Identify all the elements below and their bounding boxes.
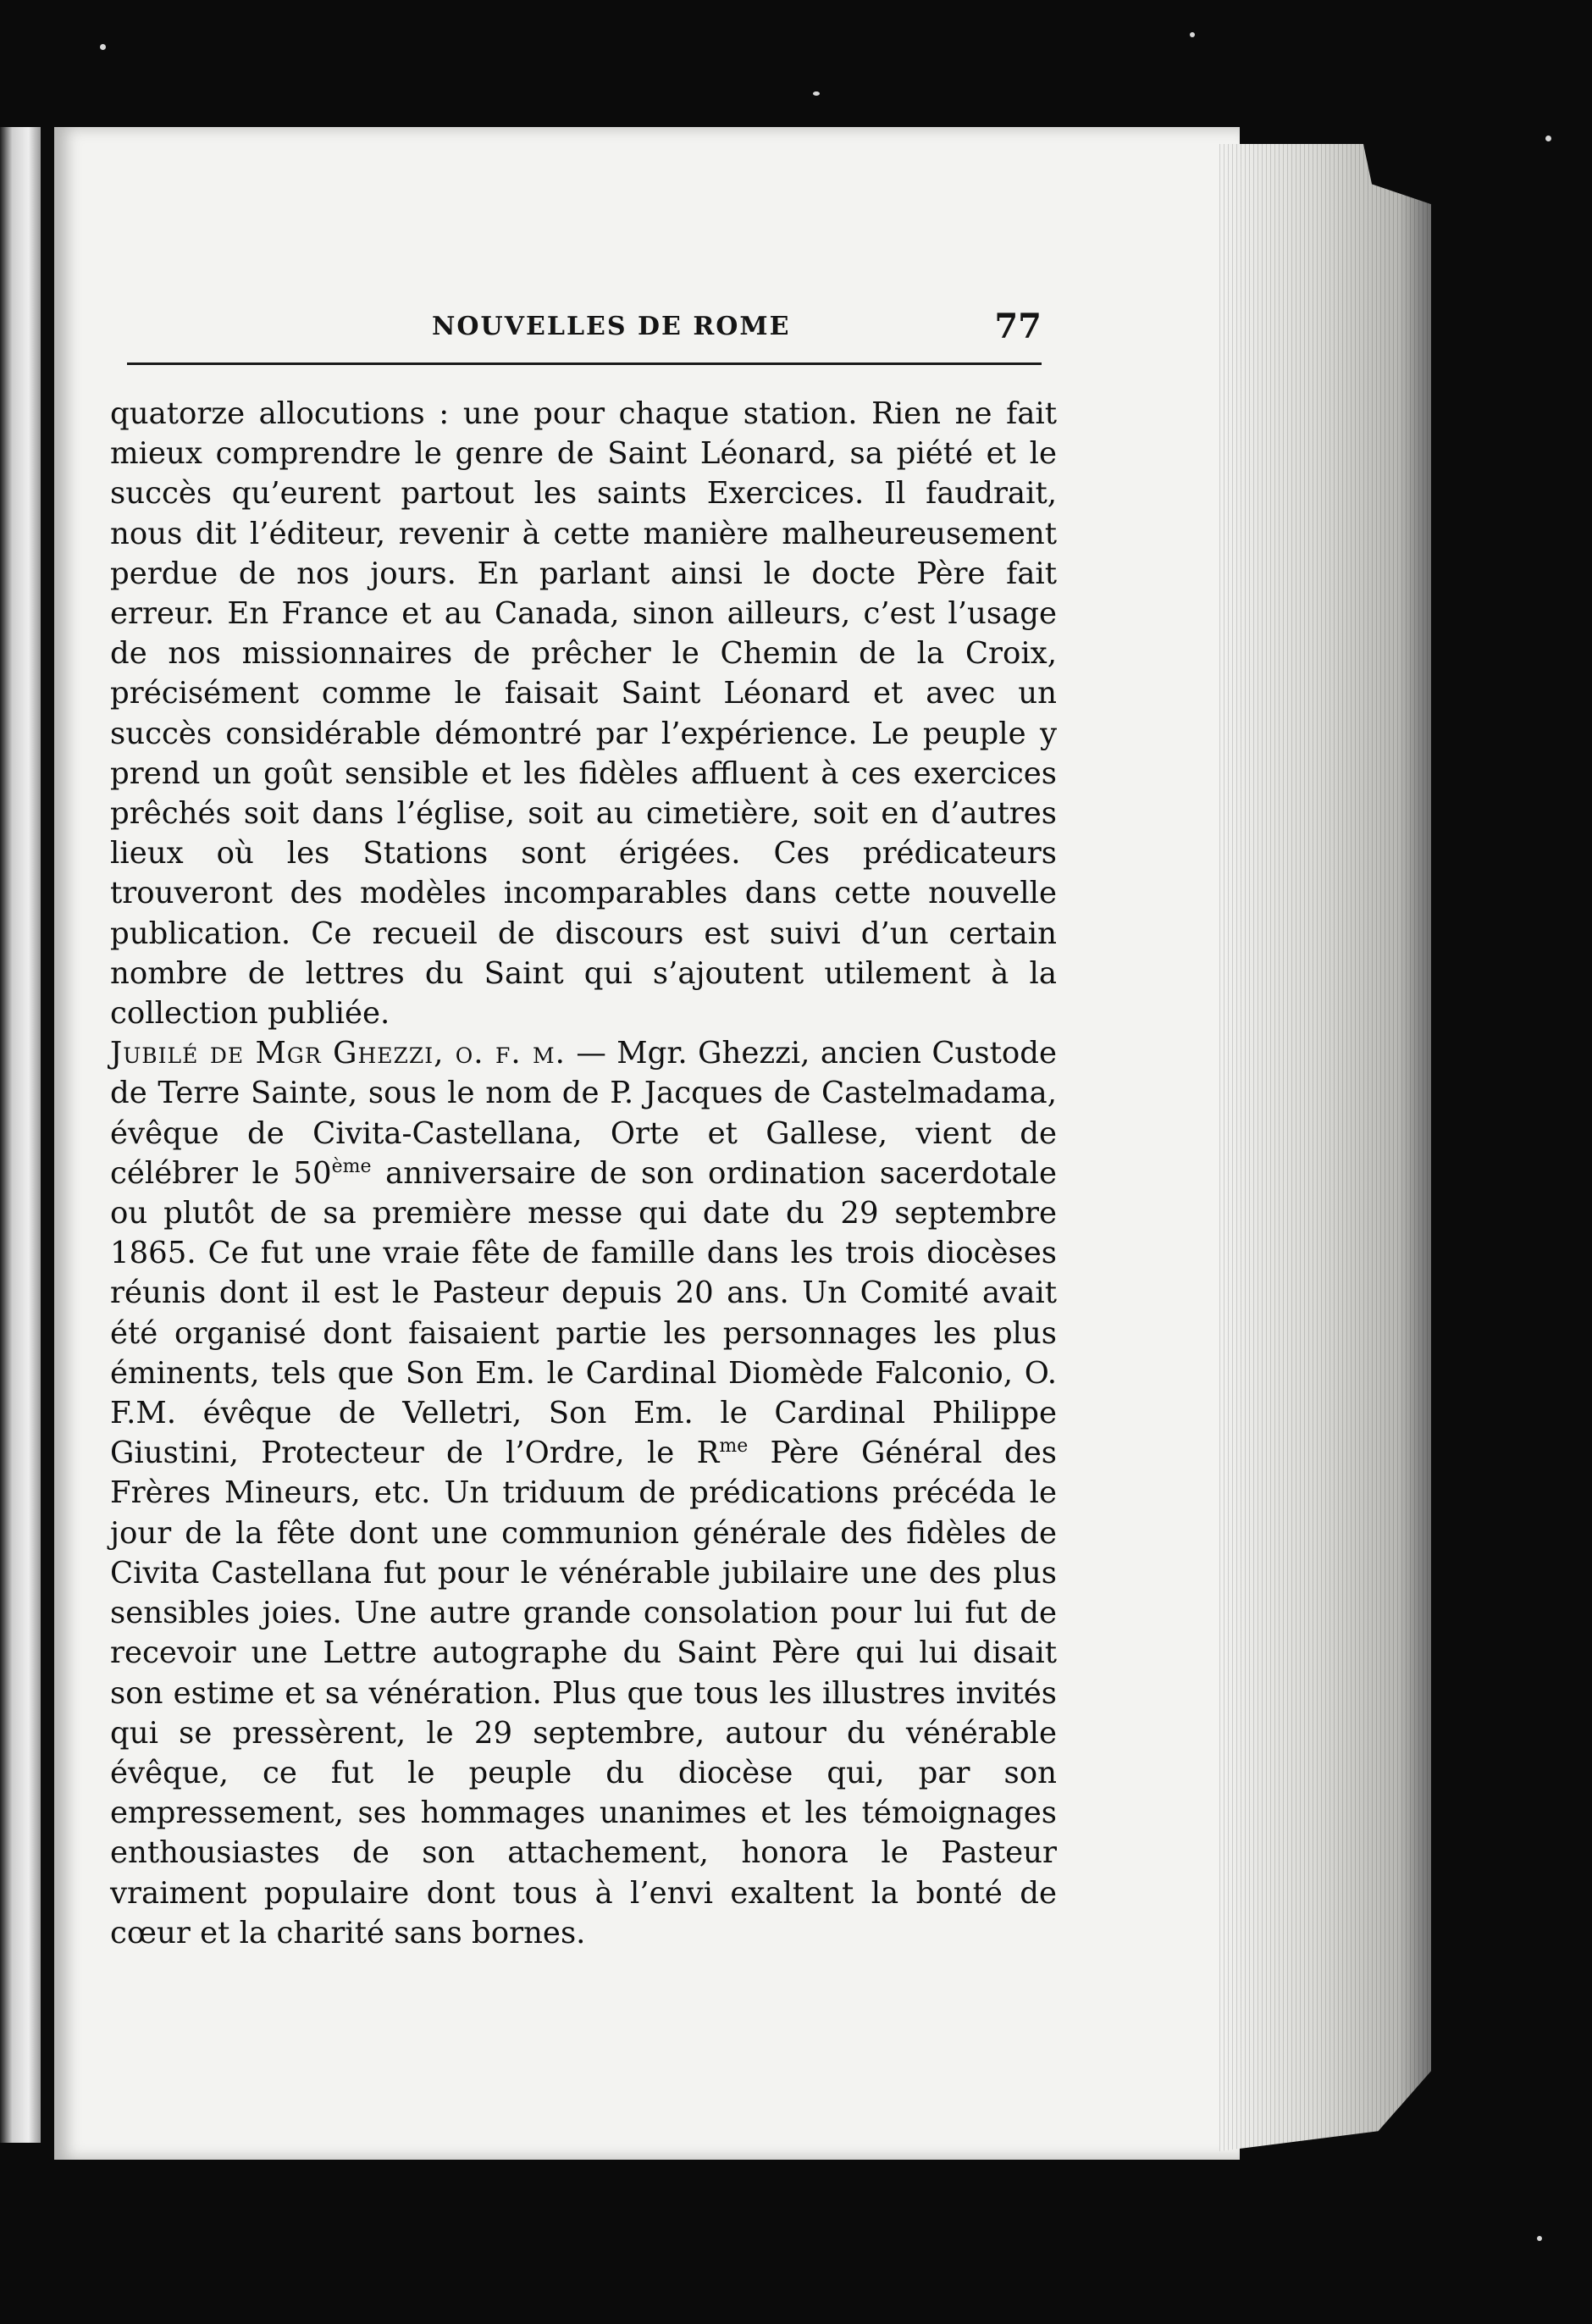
paragraph: quatorze allocutions : une pour chaque station. Rien ne fait mieux comprendre le genre de Saint Léonard, sa piété et le succès qu’eurent partout les saints Exercices. Il faudrait, nous dit l’éditeur, revenir à cette manière malheureusement perdue de nos jours. En parlant ainsi le docte Père fait erreur. En France et au Canada, sinon ailleurs, c’est l’usage de nos missionnaires de prêcher le Chemin de la Croix, précisément comme le faisait Saint Léonard et avec un succès considérable démontré par l’expérience. Le peuple y prend un goût sensible et les fidèles affluent à ces exercices prêchés soit dans l’église, soit au cimetière, soit en d’autres lieux où les Stations sont érigées. Ces prédicateurs trouveront des modèles incomparables dans cette nouvelle publication. Ce recueil de discours est suivi d’un certain nombre de lettres du Saint qui s’ajoutent utilement à la collection publiée. [110,396,1057,1032]
superscript: me [719,1436,749,1458]
page-header [127,307,1042,354]
facing-page-edge [0,127,41,2143]
page-number: 77 [994,307,1042,346]
dust-speck [1537,2236,1542,2241]
dust-speck [813,91,820,96]
dust-speck [100,44,106,50]
paragraph-text: Père Général des Frères Mineurs, etc. Un triduum de prédications précéda le jour de la fête dont une communion générale des fidèles de Civita Castellana fut pour le vénérable jubilaire une des plus sensibles joies. Une autre grande consolation pour lui fut de recevoir une Lettre autographe du Saint Père qui lui disait son estime et sa vénération. Plus que tous les illustres invités qui se pressèrent, le 29 septembre, autour du vénérable évêque, ce fut le peuple du diocèse qui, par son empressement, ses hommages unanimes et les témoignages enthousiastes de son attachement, honora le Pasteur vraiment populaire dont tous à l’envi exaltent la bonté de cœur et la charité sans bornes. [110,1436,1058,1951]
section-heading: Jubilé de Mgr Ghezzi, o. f. m. [110,1036,566,1071]
body-text [110,394,1057,1953]
running-title: NOUVELLES DE ROME [432,312,791,341]
superscript: ème [331,1156,372,1178]
paragraph-text: anniversaire de son ordination sacerdotale ou plutôt de sa première messe qui date du 29 septembre 1865. Ce fut une vraie fête de famille dans les trois diocèses réunis dont il est le Pasteur depuis 20 ans. Un Comité avait été organisé dont faisaient partie les personnages les plus éminents, tels que Son Em. le Cardinal Diomède Falconio, O. F.M. évêque de Velletri, Son Em. le Cardinal Philippe Giustini, Protecteur de l’Ordre, le R [110,1155,1058,1471]
paragraph [110,1033,1057,1953]
dust-speck [1190,32,1195,37]
page-block-edge [1219,144,1431,2151]
dust-speck [1545,136,1551,141]
header-rule [127,362,1042,365]
paragraph-text: — Mgr. Ghezzi, ancien Custode de Terre Sainte, sous le nom de P. Jacques de Castelmadama, évêque de Civita-Castellana, Orte et Gallese, vient de célébrer le 50 [110,1036,1057,1191]
